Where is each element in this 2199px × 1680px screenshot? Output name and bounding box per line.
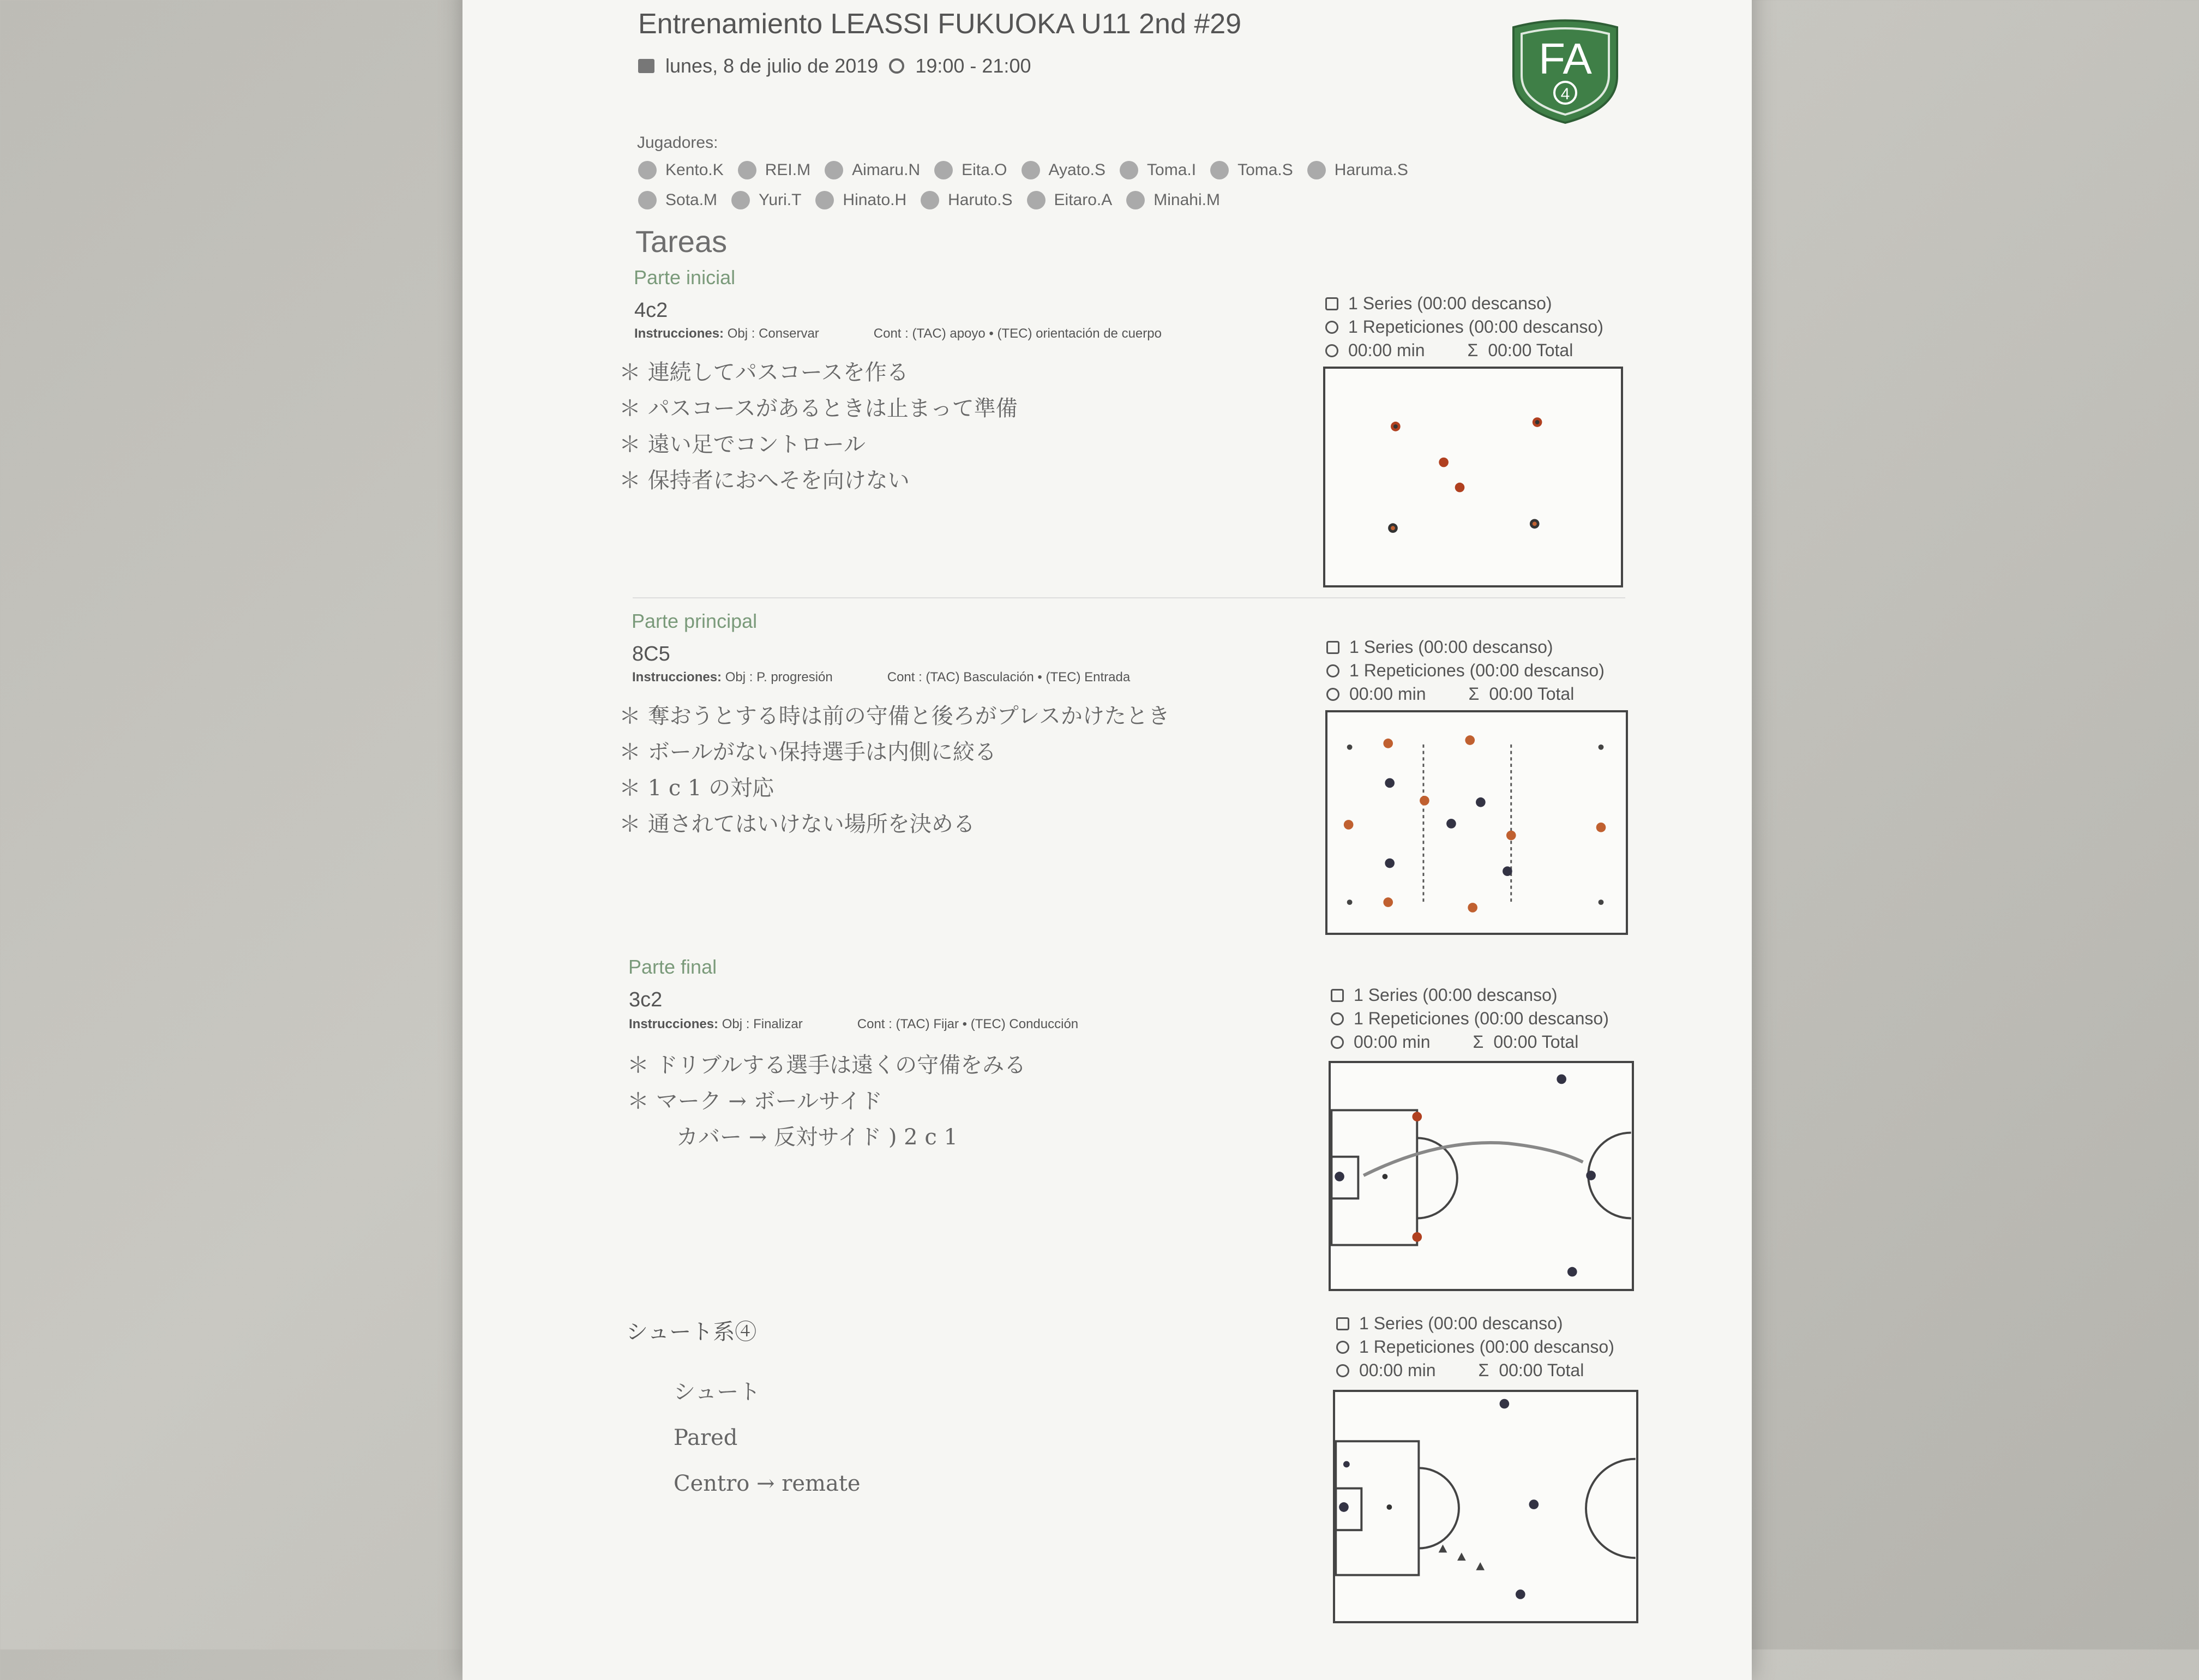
player-chip: Kento.K bbox=[638, 161, 724, 179]
player-marker bbox=[1446, 819, 1456, 829]
players-row-2 bbox=[638, 191, 1220, 209]
player-chip: REI.M bbox=[738, 161, 810, 179]
player-marker bbox=[1506, 831, 1516, 841]
svg-text:FA: FA bbox=[1539, 34, 1592, 83]
stopwatch-icon bbox=[1326, 688, 1339, 701]
clock-icon bbox=[889, 58, 904, 74]
player-avatar-icon bbox=[638, 161, 657, 179]
player-marker bbox=[1344, 820, 1354, 830]
note-line: ＊ ボールがない保持選手は内側に絞る bbox=[619, 740, 996, 765]
drill-diagram bbox=[1325, 710, 1628, 935]
cone-marker bbox=[1476, 1562, 1485, 1570]
player-marker bbox=[1388, 523, 1398, 533]
repeat-icon bbox=[1331, 989, 1344, 1002]
session-time: 19:00 - 21:00 bbox=[915, 55, 1031, 77]
player-marker bbox=[1343, 1461, 1350, 1468]
player-marker bbox=[1383, 897, 1393, 907]
player-marker bbox=[1383, 1174, 1388, 1179]
player-chip: Minahi.M bbox=[1126, 191, 1220, 209]
player-marker bbox=[1476, 797, 1486, 807]
club-logo bbox=[1508, 16, 1623, 125]
stopwatch-icon bbox=[1331, 1036, 1344, 1049]
player-marker bbox=[1439, 458, 1449, 467]
player-marker bbox=[1412, 1232, 1422, 1242]
player-marker bbox=[1596, 823, 1606, 832]
task-instructions: Instrucciones: Obj : P. progresión Cont : (TAC) Basculación • (TEC) Entrada bbox=[632, 670, 1131, 685]
player-avatar-icon bbox=[1126, 191, 1145, 209]
player-marker bbox=[1586, 1171, 1596, 1180]
note-line: ＊ 通されてはいけない場所を決める bbox=[619, 812, 975, 837]
refresh-icon bbox=[1331, 1012, 1344, 1025]
player-chip: Yuri.T bbox=[731, 191, 801, 209]
note-line: シュート bbox=[674, 1379, 761, 1405]
player-chip: Ayato.S bbox=[1022, 161, 1106, 179]
player-avatar-icon bbox=[1210, 161, 1229, 179]
drill-diagram bbox=[1333, 1390, 1638, 1623]
refresh-icon bbox=[1325, 321, 1338, 334]
player-marker bbox=[1383, 739, 1393, 748]
player-marker bbox=[1529, 1499, 1539, 1509]
note-line: ＊ 奪おうとする時は前の守備と後ろがプレスかけたとき bbox=[619, 704, 1170, 729]
svg-text:4: 4 bbox=[1560, 85, 1570, 103]
player-chip: Toma.I bbox=[1120, 161, 1196, 179]
note-line: ＊ マーク → ボールサイド bbox=[627, 1089, 883, 1114]
player-avatar-icon bbox=[815, 191, 834, 209]
player-marker bbox=[1412, 1112, 1422, 1121]
task-meta: 1 Series (00:00 descanso) 1 Repeticiones (00:00 descanso) 00:00 min Σ 00:00 Total bbox=[1326, 635, 1605, 706]
task-meta: 1 Series (00:00 descanso) 1 Repeticiones (00:00 descanso) 00:00 min Σ 00:00 Total bbox=[1331, 983, 1609, 1054]
player-chip: Aimaru.N bbox=[825, 161, 920, 179]
task-notes bbox=[674, 1369, 861, 1507]
task-instructions: Instrucciones: Obj : Conservar Cont : (TAC) apoyo • (TEC) orientación de cuerpo bbox=[634, 326, 1162, 341]
player-avatar-icon bbox=[638, 191, 657, 209]
calendar-icon bbox=[638, 59, 654, 73]
player-avatar-icon bbox=[825, 161, 843, 179]
task-name: 8C5 bbox=[632, 643, 670, 665]
player-avatar-icon bbox=[731, 191, 750, 209]
cone-marker bbox=[1599, 745, 1604, 750]
stopwatch-icon bbox=[1325, 344, 1338, 357]
player-chip: Hinato.H bbox=[815, 191, 906, 209]
player-marker bbox=[1335, 1172, 1344, 1181]
player-marker bbox=[1386, 1504, 1392, 1510]
player-marker bbox=[1503, 866, 1512, 876]
note-line: カバー → 反対サイド ) 2 c 1 bbox=[676, 1125, 958, 1150]
cone-marker bbox=[1347, 899, 1353, 905]
task-notes bbox=[619, 698, 1170, 842]
note-line: Pared bbox=[674, 1425, 738, 1450]
task-meta: 1 Series (00:00 descanso) 1 Repeticiones (00:00 descanso) 00:00 min Σ 00:00 Total bbox=[1325, 292, 1603, 363]
session-date: lunes, 8 de julio de 2019 bbox=[665, 55, 879, 77]
player-avatar-icon bbox=[738, 161, 756, 179]
task-name: 4c2 bbox=[634, 299, 668, 322]
task-instructions: Instrucciones: Obj : Finalizar Cont : (TAC) Fijar • (TEC) Conducción bbox=[629, 1017, 1079, 1031]
cone-marker bbox=[1347, 745, 1353, 750]
player-avatar-icon bbox=[1022, 161, 1040, 179]
note-line: ＊ 1 c 1 の対応 bbox=[619, 776, 774, 801]
drill-diagram bbox=[1329, 1061, 1634, 1291]
stopwatch-icon bbox=[1336, 1364, 1349, 1377]
note-line: ＊ パスコースがあるときは止まって準備 bbox=[619, 396, 1018, 421]
players-row-1 bbox=[638, 161, 1408, 179]
repeat-icon bbox=[1325, 297, 1338, 310]
task-notes bbox=[627, 1047, 1026, 1155]
note-line: ＊ 保持者におへそを向けない bbox=[619, 468, 910, 493]
player-marker bbox=[1391, 422, 1401, 431]
section-divider bbox=[633, 597, 1625, 598]
refresh-icon bbox=[1326, 664, 1339, 677]
player-chip: Eitaro.A bbox=[1027, 191, 1113, 209]
player-marker bbox=[1516, 1589, 1525, 1599]
player-marker bbox=[1557, 1075, 1566, 1084]
player-marker bbox=[1567, 1267, 1577, 1277]
task-name: 3c2 bbox=[629, 988, 663, 1011]
player-chip: Eita.O bbox=[934, 161, 1007, 179]
player-marker bbox=[1420, 796, 1429, 806]
section-title: Parte final bbox=[628, 956, 717, 978]
player-avatar-icon bbox=[1027, 191, 1046, 209]
player-chip: Haruma.S bbox=[1307, 161, 1408, 179]
section-title: Parte principal bbox=[632, 610, 758, 632]
player-chip: Haruto.S bbox=[921, 191, 1012, 209]
player-marker bbox=[1465, 735, 1475, 745]
cone-marker bbox=[1457, 1552, 1466, 1561]
player-avatar-icon bbox=[934, 161, 953, 179]
note-line: ＊ 連続してパスコースを作る bbox=[619, 360, 909, 385]
task-notes bbox=[619, 355, 1018, 499]
section-title: Parte inicial bbox=[634, 266, 736, 289]
task-meta: 1 Series (00:00 descanso) 1 Repeticiones (00:00 descanso) 00:00 min Σ 00:00 Total bbox=[1336, 1312, 1614, 1383]
player-chip: Toma.S bbox=[1210, 161, 1293, 179]
repeat-icon bbox=[1326, 641, 1339, 654]
note-line: ＊ 遠い足でコントロール bbox=[619, 432, 866, 457]
player-chip: Sota.M bbox=[638, 191, 717, 209]
player-marker bbox=[1533, 417, 1542, 427]
cone-marker bbox=[1439, 1545, 1447, 1553]
refresh-icon bbox=[1336, 1341, 1349, 1354]
player-marker bbox=[1530, 519, 1540, 529]
note-line: Centro → remate bbox=[674, 1471, 861, 1496]
note-line: ＊ ドリブルする選手は遠くの守備をみる bbox=[627, 1053, 1026, 1078]
players-label: Jugadores: bbox=[637, 134, 718, 152]
tasks-heading: Tareas bbox=[635, 224, 728, 259]
task-name: シュート系④ bbox=[626, 1320, 757, 1344]
player-marker bbox=[1468, 903, 1477, 913]
player-marker bbox=[1385, 778, 1395, 788]
player-avatar-icon bbox=[1120, 161, 1138, 179]
player-marker bbox=[1339, 1502, 1349, 1512]
player-avatar-icon bbox=[1307, 161, 1326, 179]
repeat-icon bbox=[1336, 1317, 1349, 1330]
player-marker bbox=[1500, 1399, 1510, 1409]
page-title: Entrenamiento LEASSI FUKUOKA U11 2nd #29 bbox=[638, 8, 1242, 40]
drill-diagram bbox=[1323, 367, 1623, 587]
player-marker bbox=[1385, 859, 1395, 868]
player-marker bbox=[1455, 483, 1465, 493]
date-time-row bbox=[638, 55, 1031, 77]
player-avatar-icon bbox=[921, 191, 939, 209]
cone-marker bbox=[1599, 899, 1604, 905]
